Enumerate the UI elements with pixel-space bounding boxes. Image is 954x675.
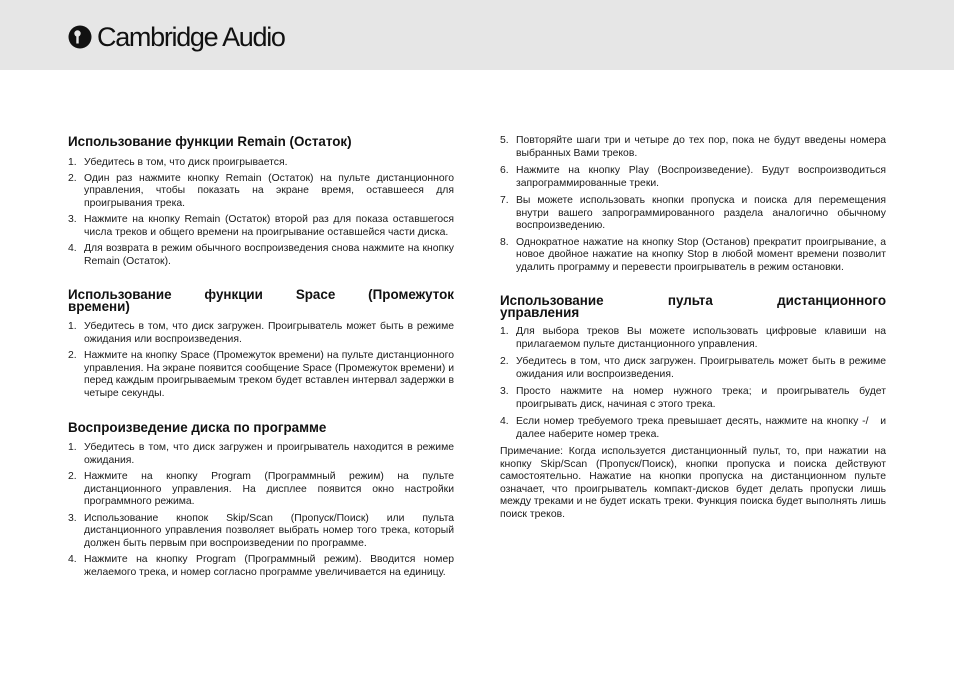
item-number: 4. — [68, 554, 77, 565]
item-text: Убедитесь в том, что диск загружен и проигрыватель находится в режиме ожидания. — [84, 442, 454, 466]
item-text: Нажмите на кнопку Space (Промежуток времени) на пульте дистанционного управления. На экране появится сообщение Space (Промежуток времени) и перед каждым проигрываемым треком будет вставлен интервал задержки в четыре секунды. — [84, 350, 454, 399]
brand-logo — [68, 22, 285, 52]
item-number: 1. — [500, 326, 509, 337]
list-item — [500, 386, 886, 411]
brand-name: Cambridge Audio — [97, 22, 285, 52]
list-item — [500, 326, 886, 351]
list-item — [500, 135, 886, 160]
list-item — [68, 243, 454, 268]
list-item — [68, 321, 454, 346]
list-item — [68, 157, 454, 170]
list-item — [68, 554, 454, 579]
section-title-space — [68, 289, 454, 313]
section-title-remain: Использование функции Remain (Остаток) — [68, 134, 352, 149]
item-text: Повторяйте шаги три и четыре до тех пор, пока не будут введены номера выбранных Вами треков. — [516, 135, 886, 159]
item-text: Убедитесь в том, что диск проигрывается. — [84, 157, 288, 168]
item-number: 7. — [500, 195, 509, 206]
list-item — [500, 165, 886, 190]
item-number: 2. — [500, 356, 509, 367]
item-text: Нажмите на кнопку Program (Программный режим) на пульте дистанционного управления. На дисплее появится окно настройки программного режима. — [84, 471, 454, 507]
item-text: Просто нажмите на номер нужного трека; и проигрыватель будет проигрывать диск, начиная с этого трека. — [516, 386, 886, 410]
list-item — [68, 173, 454, 211]
item-text: Нажмите на кнопку Program (Программный режим). Вводится номер желаемого трека, и номер согласно программе увеличивается на единицу. — [84, 554, 454, 578]
list-item — [500, 416, 889, 441]
list-item — [500, 356, 886, 381]
remote-note: Примечание: Когда используется дистанционный пульт, то, при нажатии на кнопку Skip/Scan (Пропуск/Поиск), кнопки пропуска и поиска действуют самостоятельно. Нажатие на кнопки пропуска на дистанционном пульте означает, что проигрыватель компакт-дисков будет делать пропуски лишь между треками и не будет искать треки. Функция поиска будет выполнять лишь поиск треков. — [500, 446, 886, 520]
item-text: Убедитесь в том, что диск загружен. Проигрыватель может быть в режиме ожидания или воспроизведения. — [516, 356, 886, 380]
item-number: 3. — [68, 214, 77, 225]
list-item — [68, 442, 454, 467]
program-steps-continued — [500, 135, 886, 274]
item-number: 3. — [68, 512, 77, 524]
section-title-remote-line1: Использование пульта дистанционного — [500, 293, 886, 308]
item-number: 4. — [500, 416, 509, 427]
item-text: Использование кнопок Skip/Scan (Пропуск/Поиск) или пульта дистанционного управления позволяет выбрать номер того трека, который должен быть первым при воспроизведении по программе. — [84, 512, 454, 549]
space-steps — [68, 321, 454, 400]
section-title-space-line2: времени) — [68, 299, 130, 314]
item-text: Вы можете использовать кнопки пропуска и поиска для перемещения внутри вашего запрограммированного раздела аналогично обычному воспроизведению. — [516, 195, 886, 231]
item-number: 8. — [500, 236, 509, 248]
item-text: Один раз нажмите кнопку Remain (Остаток) на пульте дистанционного управления, чтобы показать на экране время, оставшееся для проигрывания трека. — [84, 172, 454, 209]
item-number: 3. — [500, 386, 509, 397]
list-item — [68, 471, 454, 509]
item-number: 2. — [68, 172, 77, 184]
item-text: Нажмите на кнопку Play (Воспроизведение). Будут воспроизводиться запрограммированные треки. — [516, 165, 886, 189]
program-steps — [68, 442, 454, 579]
right-column — [500, 135, 889, 521]
list-item — [68, 350, 454, 400]
remote-steps — [500, 326, 889, 441]
item-number: 2. — [68, 471, 77, 482]
item-text: Если номер требуемого трека превышает десять, нажмите на кнопку -/ и далее наберите номер трека. — [516, 416, 889, 440]
remain-steps — [68, 157, 454, 268]
page-header — [0, 0, 954, 70]
list-item — [500, 237, 886, 275]
item-text: Для возврата в режим обычного воспроизведения снова нажмите на кнопку Remain (Остаток). — [84, 243, 454, 267]
item-text: Однократное нажатие на кнопку Stop (Останов) прекратит проигрывание, а новое двойное нажатие на кнопку Stop в любой момент времени позволит удалить программу и перевести проигрыватель в режим остановки. — [516, 236, 886, 273]
item-number: 1. — [68, 321, 77, 332]
item-text: Убедитесь в том, что диск загружен. Проигрыватель может быть в режиме ожидания или воспроизведения. — [84, 321, 454, 345]
item-text: Нажмите на кнопку Remain (Остаток) второй раз для показа оставшегося числа треков и общего времени на проигрывание оставшейся части диска. — [84, 214, 454, 238]
item-number: 4. — [68, 243, 77, 254]
item-number: 5. — [500, 135, 509, 146]
list-item — [68, 513, 454, 551]
item-number: 2. — [68, 350, 77, 361]
section-title-remote-line2: управления — [500, 305, 580, 320]
section-title-space-line1: Использование функции Space (Промежуток — [68, 287, 454, 302]
item-number: 1. — [68, 157, 77, 168]
item-number: 6. — [500, 165, 509, 176]
cambridge-audio-logo-icon — [68, 25, 92, 49]
list-item — [500, 195, 886, 233]
section-title-program: Воспроизведение диска по программе — [68, 420, 327, 435]
left-column — [68, 136, 454, 579]
item-number: 1. — [68, 442, 77, 453]
item-text: Для выбора треков Вы можете использовать цифровые клавиши на прилагаемом пульте дистанционного управления. — [516, 326, 886, 350]
list-item — [68, 214, 454, 239]
section-title-remote — [500, 295, 886, 319]
